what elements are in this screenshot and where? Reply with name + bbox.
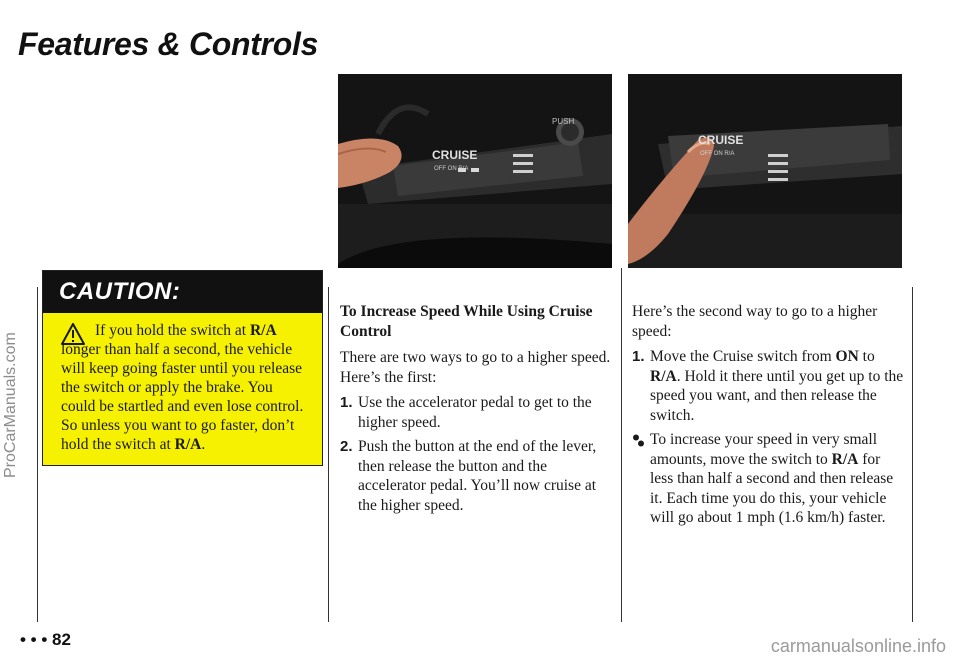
caution-box [42,270,323,466]
photo-cruise-switch-ra [628,74,902,268]
caution-title-bar [43,271,322,313]
tip-item: To increase your speed in very small amounts, move the switch to R/A for less than half a second and then release it. Each time you do this, your vehicle will go about 1 mph (1.6 km/h) faster. [632,430,904,528]
list-item: 1. Use the accelerator pedal to get to the higher speed. [340,394,592,431]
list-item: 2. Push the button at the end of the lever, then release the button and the accelerator pedal. You’ll now cruise at the higher speed. [340,438,597,514]
column-increase-speed [340,302,612,520]
watermark-left: ProCarManuals.com [2,332,19,478]
caution-text: If you hold the switch at R/A longer than half a second, the vehicle will keep going faster until you release the switch or apply the brake. You could be startled and even lose control. So unless you want to go faster, don’t hold the switch at R/A. [61,322,304,453]
section-heading: To Increase Speed While Using Cruise Control [340,303,593,340]
caution-title: CAUTION: [59,278,181,305]
intro-paragraph: Here’s the second way to go to a higher speed: [632,303,878,340]
photo2-stalk-sublabel: OFF ON R/A [700,151,735,157]
page-title: Features & Controls [18,26,319,62]
page-number: • • • 82 [20,630,71,649]
divider-right-column [912,287,913,622]
watermark-bottom: carmanualsonline.info [770,636,946,656]
photo1-push-label: PUSH [552,117,575,126]
photo1-stalk-label: CRUISE [432,148,478,162]
intro-paragraph: There are two ways to go to a higher speed. Here’s the first: [340,349,611,386]
photo1-stalk-sublabel: OFF ON R/A [434,166,469,172]
divider-column-1 [328,287,329,622]
tip-dots-icon [632,433,645,453]
photo2-stalk-label: CRUISE [698,133,744,147]
divider-column-2 [621,268,622,622]
divider-left-column [37,287,38,622]
column-second-way [632,302,904,533]
list-item: 1. Move the Cruise switch from ON to R/A. Hold it there until you get up to the speed you want, and then release the switch. [632,348,904,424]
photo-cruise-push-button [338,74,612,268]
